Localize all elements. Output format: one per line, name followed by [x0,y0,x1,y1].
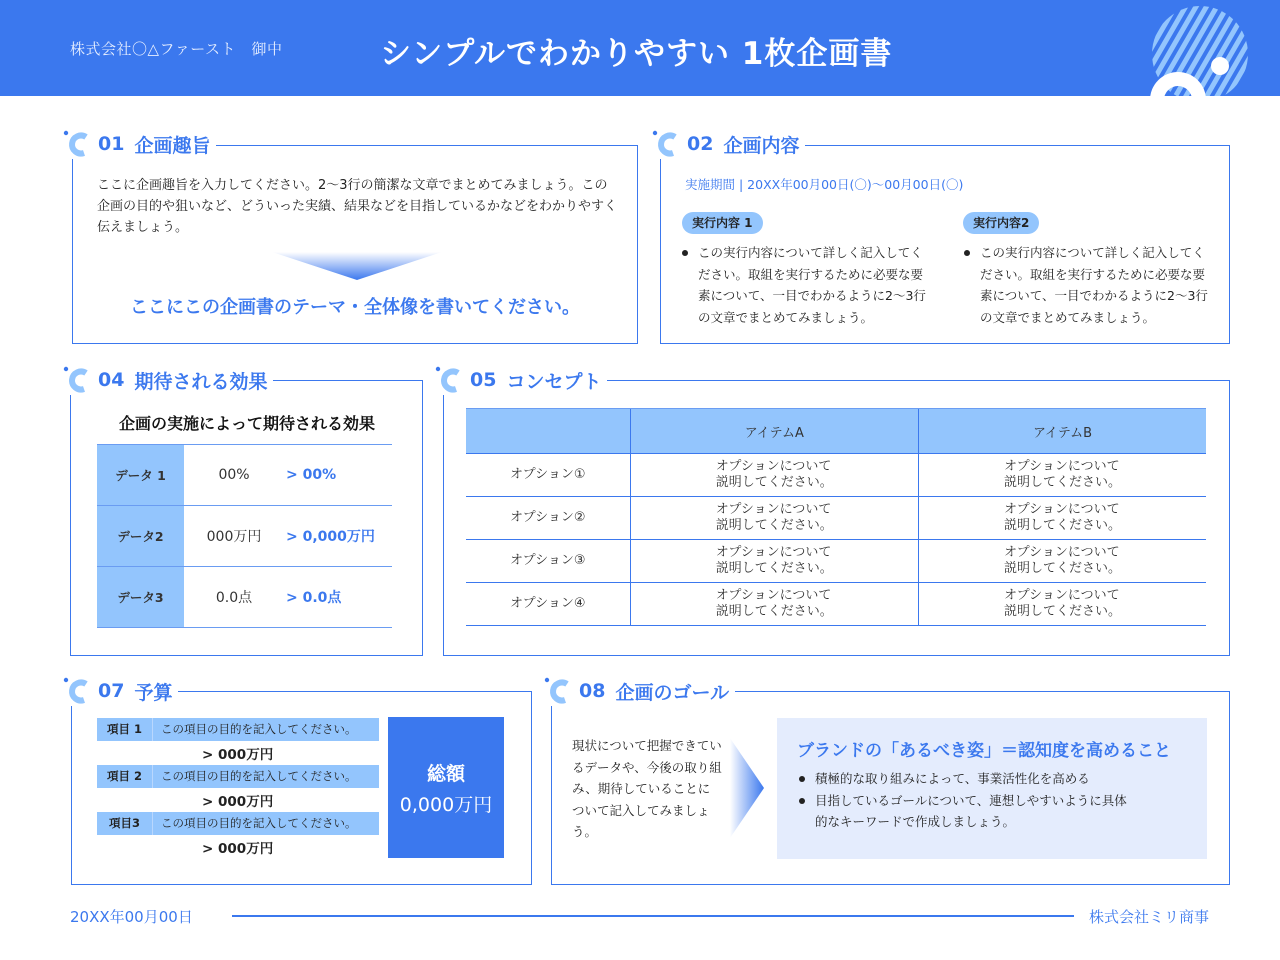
cell-line: 説明してください。 [715,475,833,490]
section-number: 05 [470,369,497,391]
concept-table [466,408,1206,626]
cell-item-a [630,583,919,626]
footer-date: 20XX年00月00日 [70,908,193,926]
budget-item-key: 項目 2 [97,765,153,788]
down-arrow-icon [272,252,442,280]
metric-label: データ2 [97,506,184,566]
metric-target: > 0.0点 [286,590,342,606]
section-05-heading [434,365,607,395]
table-row [466,497,1206,540]
cell-line: オプションについて [1004,502,1120,517]
section-ring-icon [543,676,579,706]
table-row [466,583,1206,626]
cell-item-a [630,497,919,540]
action-tag-1: 実行内容 1 [682,212,763,234]
option-label: オプション④ [466,583,630,626]
cell-item-a [630,540,919,583]
footer-company: 株式会社ミリ商事 [1089,908,1210,926]
column-header [466,409,630,454]
implementation-period: 実施期間 | 20XX年00月00日(〇)〜00月00日(〇) [685,177,964,192]
section-04-heading [62,365,273,395]
section-title: コンセプト [506,370,602,393]
cell-item-b [919,454,1206,497]
action-description-2: この実行内容について詳しく記入してください。取組を実行するために必要な要素について、一目でわかるように2〜3行の文章でまとめてみましょう。 [964,242,1214,328]
cell-line: 説明してください。 [1004,604,1122,619]
cell-line: オプションについて [1004,588,1120,603]
metric-target: > 0,000万円 [286,529,375,545]
goal-bullet: 積極的な取り組みによって、事業活性化を高める [799,768,1199,790]
cell-line: オプションについて [1004,459,1120,474]
cell-line: 説明してください。 [1004,561,1122,576]
section-title: 企画のゴール [615,681,730,704]
option-label: オプション① [466,454,630,497]
section-title: 企画趣旨 [134,134,211,157]
section-number: 07 [98,680,125,702]
cell-line: 説明してください。 [715,604,833,619]
right-arrow-icon [730,738,764,838]
cell-line: オプションについて [715,588,832,603]
metric-label: データ 1 [97,445,184,505]
action-tag-2: 実行内容2 [963,212,1039,234]
metric-label: データ3 [97,567,184,627]
current-state-text: 現状について把握できているデータや、今後の取り組み、期待していることについて記入してみましょう。 [572,738,722,839]
cell-item-a [630,454,919,497]
table-row [466,454,1206,497]
cell-item-b [919,583,1206,626]
cell-item-b [919,540,1206,583]
section-number: 01 [98,133,125,155]
section-ring-icon [651,129,687,159]
column-header: アイテムA [630,409,919,454]
budget-item-row [97,765,379,788]
option-label: オプション② [466,497,630,540]
table-row [97,567,392,628]
goal-box [777,718,1207,859]
section-ring-icon [62,676,98,706]
budget-item-desc: この項目の目的を記入してください。 [161,769,357,783]
section-01-heading [62,129,216,159]
decorative-circles-icon [1145,0,1280,96]
action-description-1: この実行内容について詳しく記入してください。取組を実行するために必要な要素について、一目でわかるように2〜3行の文章でまとめてみましょう。 [682,242,932,328]
cell-line: 説明してください。 [715,561,833,576]
section-08-heading [543,676,735,706]
section-title: 企画内容 [723,134,800,157]
budget-item-desc: この項目の目的を記入してください。 [161,722,357,736]
goal-headline: ブランドの「あるべき姿」＝認知度を高めること [797,741,1171,761]
column-header: アイテムB [919,409,1206,454]
table-row [97,445,392,506]
budget-item-amount: > 000万円 [202,747,274,763]
cell-line: 説明してください。 [1004,518,1122,533]
section-number: 04 [98,369,125,391]
table-row [97,506,392,567]
cell-line: 説明してください。 [1004,475,1122,490]
metric-current: 0.0点 [215,590,253,606]
budget-item-row [97,718,379,741]
budget-total-value: 0,000万円 [399,793,493,816]
cell-line: オプションについて [715,502,832,517]
section-ring-icon [62,129,98,159]
budget-item-amount: > 000万円 [202,794,274,810]
option-label: オプション③ [466,540,630,583]
metric-target: > 00% [286,467,337,483]
budget-total-label: 総額 [426,762,465,785]
section-number: 02 [687,133,714,155]
cell-line: オプションについて [1004,545,1120,560]
header-banner [0,0,1280,96]
goal-bullet: 目指しているゴールについて、連想しやすいように具体的なキーワードで作成しましょう。 [799,790,1129,833]
theme-statement: ここにこの企画書のテーマ・全体像を書いてください。 [130,297,580,318]
section-ring-icon [434,365,470,395]
budget-item-key: 項目3 [97,812,153,835]
effects-table [97,444,392,628]
section-title: 期待される効果 [134,370,268,393]
budget-item-key: 項目 1 [97,718,153,741]
budget-item-amount: > 000万円 [202,841,274,857]
footer-divider [232,915,1074,917]
section-title: 予算 [134,681,173,704]
cell-item-b [919,497,1206,540]
section-number: 08 [579,680,606,702]
cell-line: オプションについて [715,459,832,474]
purpose-text: ここに企画趣旨を入力してください。2〜3行の簡潔な文章でまとめてみましょう。この企画の目的や狙いなど、どういった実績、結果などを目指しているかなどをわかりやすく伝えましょう。 [97,178,618,235]
budget-total-box [388,717,504,858]
budget-item-desc: この項目の目的を記入してください。 [161,816,357,830]
metric-current: 000万円 [206,529,262,545]
table-header-row [466,409,1206,454]
page-title: シンプルでわかりやすい 1枚企画書 [380,36,893,72]
client-name: 株式会社〇△ファースト 御中 [70,40,283,58]
cell-line: オプションについて [715,545,832,560]
table-row [466,540,1206,583]
budget-item-row [97,812,379,835]
section-ring-icon [62,365,98,395]
metric-current: 00% [218,467,250,483]
goal-bullets [799,768,1199,833]
effects-subtitle: 企画の実施によって期待される効果 [118,414,375,433]
cell-line: 説明してください。 [715,518,833,533]
section-07-heading [62,676,178,706]
section-02-heading [651,129,805,159]
